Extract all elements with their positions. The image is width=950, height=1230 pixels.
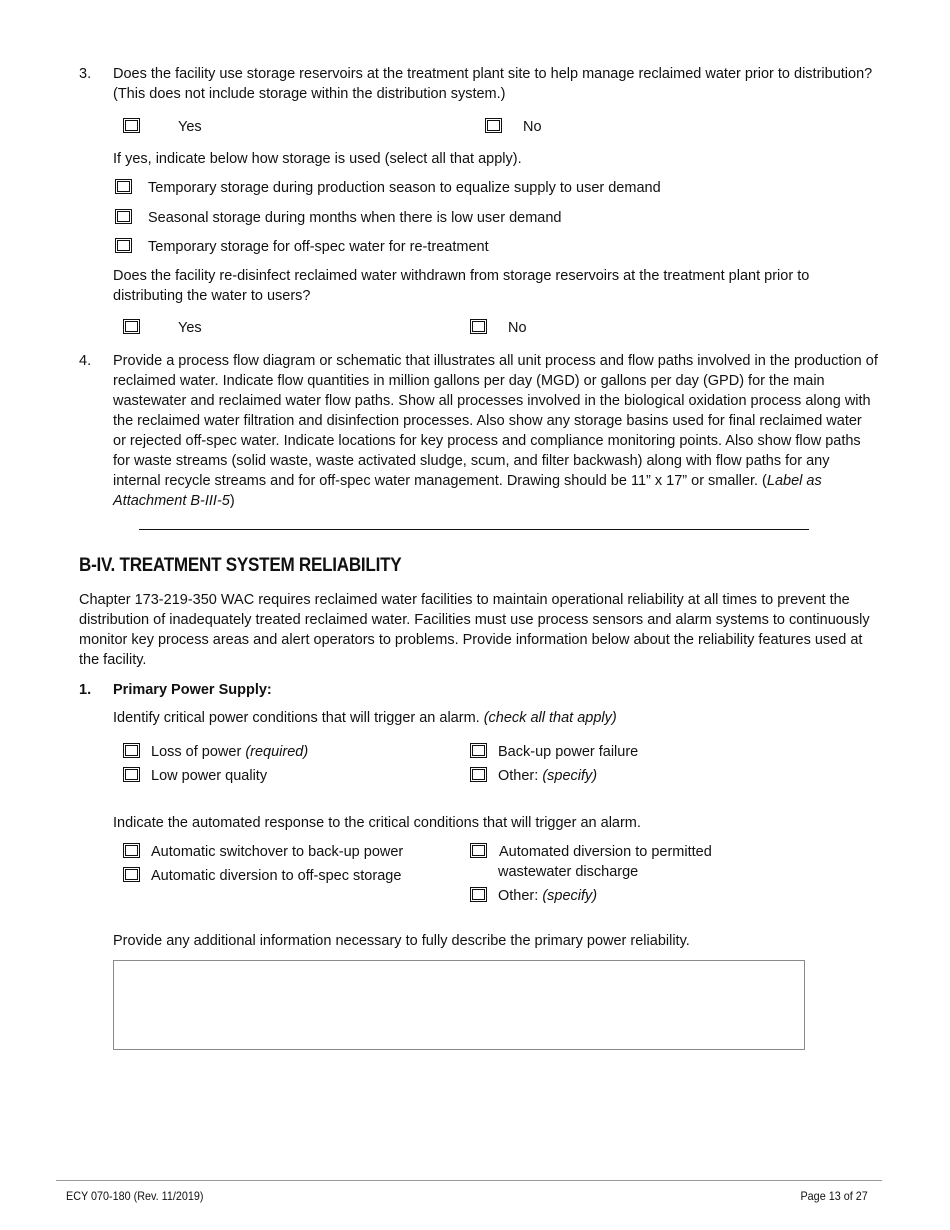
auto-permitted-label-2: wastewater discharge [498, 864, 639, 880]
q4-number: 4. [79, 353, 92, 369]
conditions-prompt-text: Identify critical power conditions that will trigger an alarm. [113, 710, 484, 726]
other-response-checkbox[interactable] [470, 887, 487, 902]
q3-yes-label: Yes [178, 119, 202, 135]
q3-no-label: No [523, 119, 542, 135]
storage-option-1-checkbox[interactable] [115, 179, 132, 194]
backup-failure-checkbox[interactable] [470, 743, 487, 758]
additional-info-textbox[interactable] [113, 960, 805, 1050]
q3-question: Does the facility use storage reservoirs at the treatment plant site to help manage reclaimed water prior to distribution? (This does not include storage within the distribution system.) [113, 66, 873, 102]
auto-switchover-checkbox[interactable] [123, 843, 140, 858]
section-divider [139, 529, 809, 530]
q3-storage-prompt: If yes, indicate below how storage is used (select all that apply). [113, 151, 522, 167]
q4-attachment-label: Label as Attachment B-III-5 [113, 473, 822, 509]
storage-option-2-checkbox[interactable] [115, 209, 132, 224]
conditions-prompt [113, 708, 878, 728]
redisinfect-no-checkbox[interactable] [470, 319, 487, 334]
other-condition-specify: (specify) [542, 768, 598, 784]
storage-option-3-checkbox[interactable] [115, 238, 132, 253]
q4-body: Provide a process flow diagram or schematic that illustrates all unit process and flow paths involved in the production of reclaimed water. Indicate flow quantities in million gallons per day (MGD) or gallons per day (GPD) for the main wastewater and reclaimed water flow paths. Show all processes involved in the biological oxidation process along with the reclaimed water filtration and disinfection processes. Also show any storage basins used for final reclaimed water or rejected off-spec water. Indicate locations for key process and compliance monitoring points. Also show flow paths for waste streams (solid waste, waste activated sludge, scum, and filter backwash) along with flow paths for any internal recycle streams and for off-spec water management. Drawing should be 11” x 17” or smaller. ( [113, 353, 878, 489]
s1-title: Primary Power Supply: [113, 682, 272, 698]
s1-number: 1. [79, 682, 92, 698]
q3-number: 3. [79, 66, 92, 82]
loss-of-power-checkbox[interactable] [123, 743, 140, 758]
section-heading: B-IV. TREATMENT SYSTEM RELIABILITY [79, 555, 402, 576]
auto-permitted-label-1: Automated diversion to permitted [499, 844, 712, 860]
q4-close: ) [229, 493, 235, 509]
auto-switchover-label: Automatic switchover to back-up power [151, 844, 404, 860]
footer-divider [56, 1180, 882, 1181]
other-condition-label [498, 766, 597, 786]
low-quality-label: Low power quality [151, 768, 268, 784]
section-intro: Chapter 173-219-350 WAC requires reclaimed water facilities to maintain operational reliability at all times to prevent the distribution of inadequately treated reclaimed water. Facilities must use process sensors and alarm systems to continuously monitor key process areas and alert operators to problems. Provide information below about the reliability features used at the facility. [79, 592, 870, 668]
backup-failure-label: Back-up power failure [498, 744, 639, 760]
other-response-specify: (specify) [542, 888, 598, 904]
response-prompt: Indicate the automated response to the critical conditions that will trigger an alarm. [113, 815, 641, 831]
other-response-label [498, 886, 597, 906]
conditions-prompt-note: (check all that apply) [483, 710, 617, 726]
storage-option-2-label: Seasonal storage during months when there is low user demand [148, 210, 562, 226]
low-quality-checkbox[interactable] [123, 767, 140, 782]
other-response-text: Other: [498, 888, 543, 904]
q3-no-checkbox[interactable] [485, 118, 502, 133]
other-condition-text: Other: [498, 768, 543, 784]
loss-of-power-required: (required) [245, 744, 309, 760]
auto-permitted-checkbox[interactable] [470, 843, 487, 858]
storage-option-1-label: Temporary storage during production season to equalize supply to user demand [148, 180, 661, 196]
q4-text [113, 351, 878, 511]
auto-offspec-checkbox[interactable] [123, 867, 140, 882]
footer-form-id: ECY 070-180 (Rev. 11/2019) [66, 1189, 204, 1203]
redisinfect-yes-label: Yes [178, 320, 202, 336]
q3-yes-checkbox[interactable] [123, 118, 140, 133]
other-condition-checkbox[interactable] [470, 767, 487, 782]
redisinfect-yes-checkbox[interactable] [123, 319, 140, 334]
redisinfect-no-label: No [508, 320, 527, 336]
loss-of-power-text: Loss of power [151, 744, 246, 760]
auto-offspec-label: Automatic diversion to off-spec storage [151, 868, 402, 884]
loss-of-power-label [151, 742, 308, 762]
footer-page-number: Page 13 of 27 [800, 1189, 868, 1203]
additional-info-prompt: Provide any additional information necessary to fully describe the primary power reliability. [113, 933, 690, 949]
storage-option-3-label: Temporary storage for off-spec water for re-treatment [148, 239, 489, 255]
q3-redisinfect-question: Does the facility re-disinfect reclaimed water withdrawn from storage reservoirs at the treatment plant prior to distributing the water to users? [113, 268, 810, 304]
